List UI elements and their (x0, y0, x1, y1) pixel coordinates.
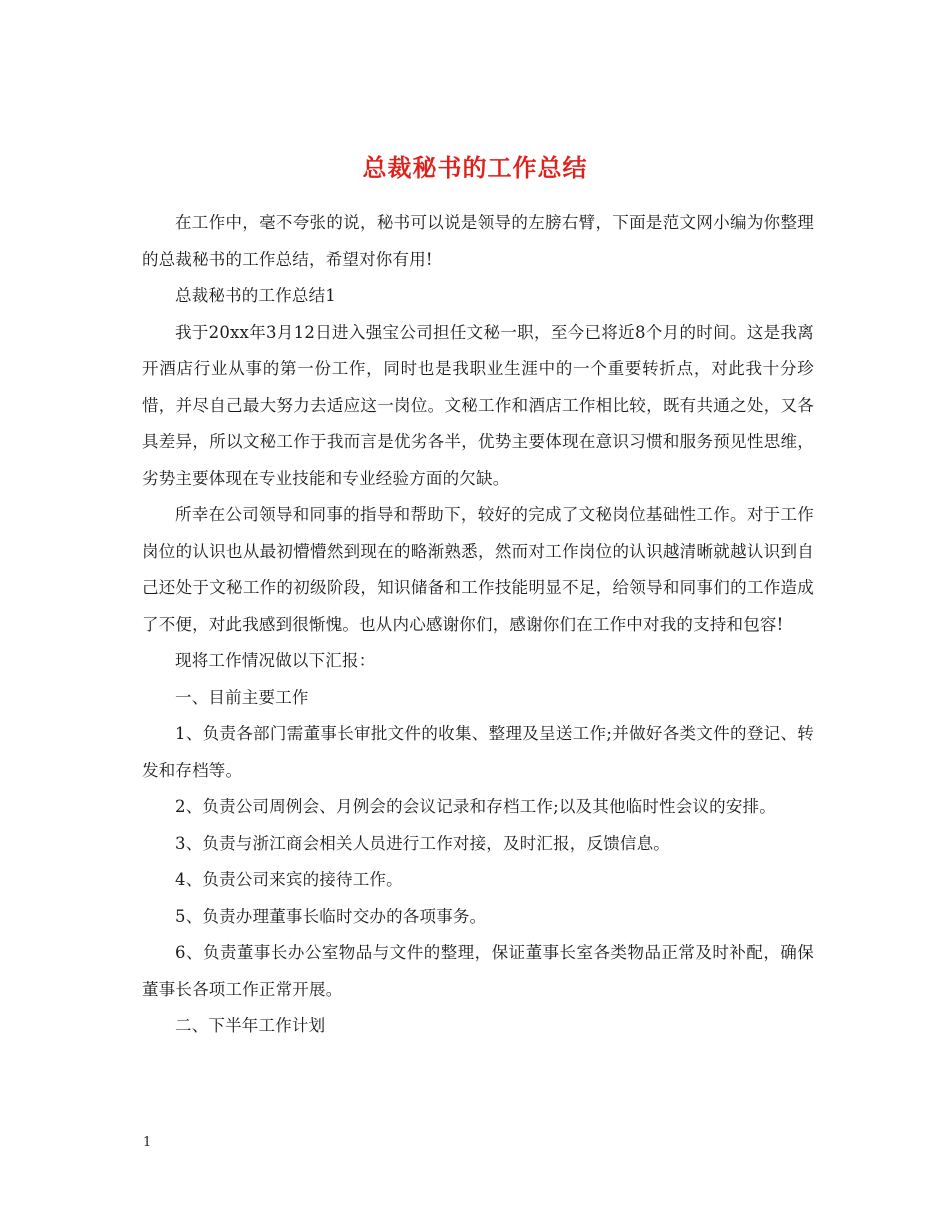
paragraph-intro: 在工作中，毫不夸张的说，秘书可以说是领导的左膀右臂，下面是范文网小编为你整理的总裁秘书的工作总结，希望对你有用! (142, 213, 814, 269)
list-item-duty-3: 3、负责与浙江商会相关人员进行工作对接，及时汇报，反馈信息。 (175, 833, 670, 853)
list-item-duty-4: 4、负责公司来宾的接待工作。 (175, 870, 403, 889)
list-item-duty-1: 1、负责各部门需董事长审批文件的收集、整理及呈送工作;并做好各类文件的登记、转发和存档等。 (142, 724, 814, 780)
document-title: 总裁秘书的工作总结 (362, 153, 588, 183)
section-heading-plan: 二、下半年工作计划 (175, 1016, 326, 1035)
paragraph-gratitude: 所幸在公司领导和同事的指导和帮助下，较好的完成了文秘岗位基础性工作。对于工作岗位的认识也从最初懵懵然到现在的略渐熟悉，然而对工作岗位的认识越清晰就越认识到自己还处于文秘工作的初级阶段，知识储备和工作技能明显不足，给领导和同事们的工作造成了不便，对此我感到很惭愧。也从内心感谢你们，感谢你们在工作中对我的支持和包容! (142, 505, 814, 634)
section-heading-summary-1: 总裁秘书的工作总结1 (175, 286, 336, 305)
document-body (142, 205, 814, 1045)
list-item-duty-2: 2、负责公司周例会、月例会的会议记录和存档工作;以及其他临时性会议的安排。 (175, 797, 776, 816)
paragraph-report-lead: 现将工作情况做以下汇报： (175, 651, 376, 670)
page-number: 1 (143, 1135, 152, 1150)
list-item-duty-6: 6、负责董事长办公室物品与文件的整理，保证董事长室各类物品正常及时补配，确保董事长各项工作正常开展。 (142, 943, 814, 999)
section-heading-current-work: 一、目前主要工作 (175, 687, 309, 707)
paragraph-background: 我于20xx年3月12日进入强宝公司担任文秘一职，至今已将近8个月的时间。这是我离开酒店行业从事的第一份工作，同时也是我职业生涯中的一个重要转折点，对此我十分珍惜，并尽自己最大努力去适应这一岗位。文秘工作和酒店工作相比较，既有共通之处，又各具差异，所以文秘工作于我而言是优劣各半，优势主要体现在意识习惯和服务预见性思维，劣势主要体现在专业技能和专业经验方面的欠缺。 (142, 322, 814, 488)
list-item-duty-5: 5、负责办理董事长临时交办的各项事务。 (175, 906, 487, 926)
